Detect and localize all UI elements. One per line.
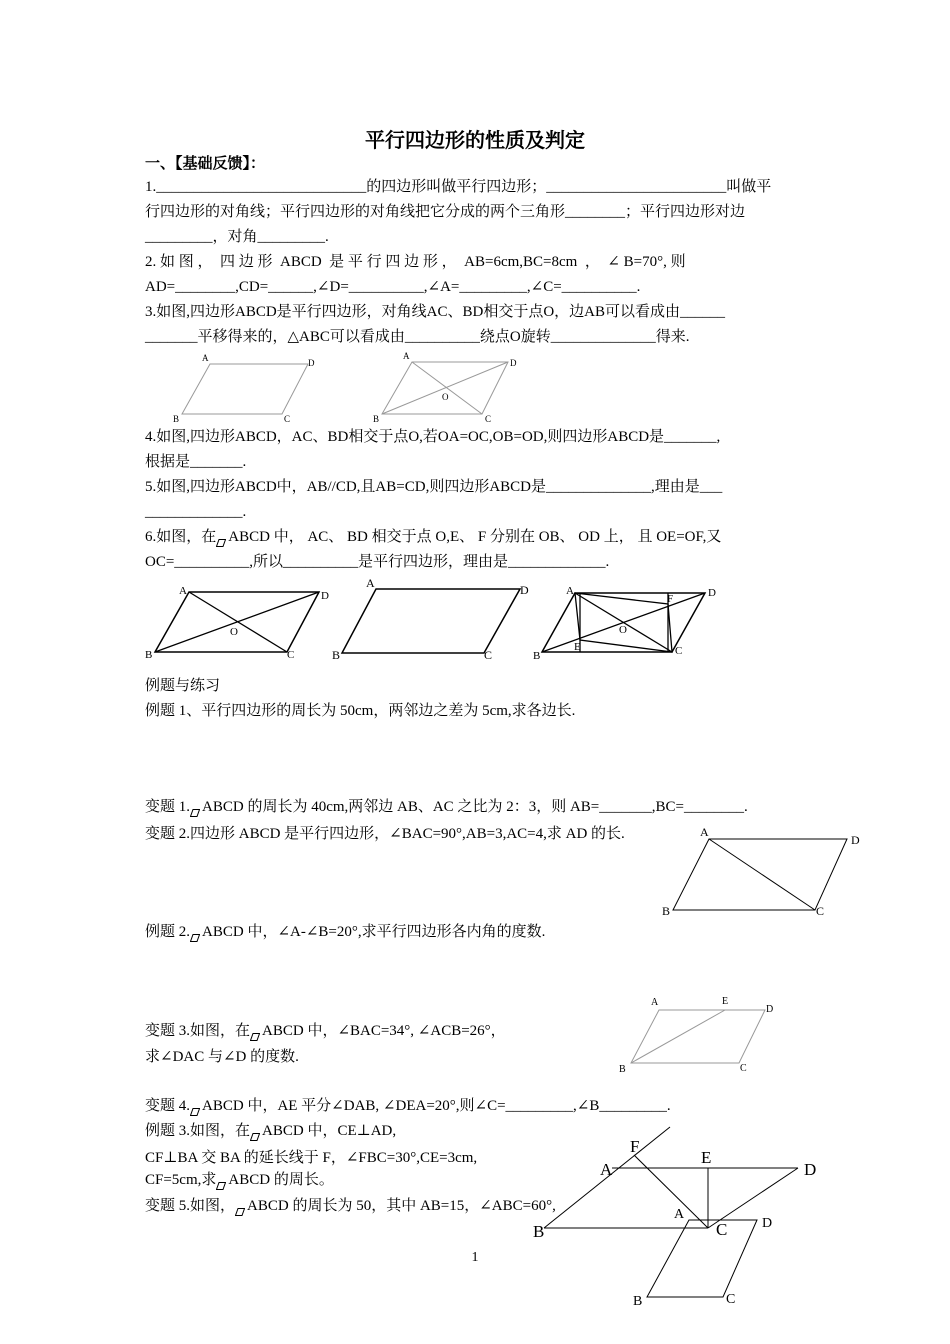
example1: 例题 1、平行四边形的周长为 50cm，两邻边之差为 5cm,求各边长.	[145, 703, 576, 719]
label-A: A	[674, 1207, 685, 1222]
q3-line1: 3.如图,四边形ABCD是平行四边形，对角线AC、BD相交于点O，边AB可以看成由______	[145, 304, 726, 320]
parallelogram-symbol-icon	[216, 539, 226, 547]
label-C: C	[284, 414, 291, 424]
label-A: A	[651, 997, 659, 1008]
label-B: B	[619, 1064, 626, 1075]
parallelogram-symbol-icon	[235, 1208, 245, 1216]
label-D: D	[708, 587, 716, 599]
label-A: A	[202, 353, 209, 363]
label-C: C	[484, 648, 493, 662]
label-F: F	[667, 593, 674, 605]
parallelogram-symbol-icon	[190, 1108, 200, 1116]
label-B: B	[173, 414, 180, 424]
q4-line2: 根据是_______.	[145, 454, 247, 470]
q5-line2: _____________.	[145, 504, 247, 520]
example3-line3: CF=5cm,求 ABCD 的周长。	[145, 1172, 334, 1188]
variant3-line2: 求∠DAC 与∠D 的度数.	[145, 1049, 299, 1065]
parallelogram-symbol-icon	[250, 1033, 260, 1041]
parallelogram-symbol-icon	[190, 934, 200, 942]
section-heading: 一、【基础反馈】：	[145, 154, 266, 172]
label-C: C	[726, 1292, 736, 1307]
variant1: 变题 1. ABCD 的周长为 40cm,两邻边 AB、AC 之比为 2：3，则 AB=_______,BC=________.	[145, 799, 748, 815]
q6-line2: OC=__________,所以__________是平行四边形，理由是_____________.	[145, 554, 610, 570]
label-D: D	[766, 1004, 774, 1015]
q6-text: ABCD 中， AC、 BD 相交于点 O,E、 F 分别在 OB、 OD 上， 且 OE=OF,又	[228, 529, 722, 545]
page-number: 1	[471, 1250, 479, 1265]
example2: 例题 2. ABCD 中，∠A-∠B=20°,求平行四边形各内角的度数.	[145, 924, 546, 940]
label-C: C	[485, 414, 492, 424]
label-C: C	[287, 649, 295, 661]
label-A: A	[403, 351, 410, 361]
label-C: C	[816, 904, 825, 918]
label-B: B	[533, 650, 541, 662]
label-D: D	[510, 358, 517, 368]
label-B: B	[662, 904, 671, 918]
label-C: C	[716, 1220, 728, 1239]
label-D: D	[762, 1216, 773, 1231]
q5-figure	[330, 575, 530, 660]
label-A: A	[600, 1160, 613, 1179]
parallelogram-symbol-icon	[216, 1182, 226, 1190]
variant2-figure	[655, 822, 865, 922]
label-E: E	[574, 641, 581, 653]
variant2: 变题 2.四边形 ABCD 是平行四边形，∠BAC=90°,AB=3,AC=4,求 AD 的长.	[145, 826, 625, 842]
label-B: B	[533, 1222, 545, 1241]
label-O: O	[619, 624, 627, 636]
label-D: D	[520, 583, 529, 597]
variant3-line1: 变题 3.如图，在 ABCD 中，∠BAC=34°, ∠ACB=26°，	[145, 1023, 506, 1039]
label-A: A	[566, 585, 574, 597]
label-O: O	[230, 626, 238, 638]
q5-line1: 5.如图,四边形ABCD中，AB//CD,且AB=CD,则四边形ABCD是______________,理由是___	[145, 479, 723, 495]
q2-line1: 2. 如 图 ， 四 边 形 ABCD 是 平 行 四 边 形 ， AB=6cm,BC=8cm ， ∠ B=70°, 则	[145, 254, 686, 270]
label-E: E	[701, 1148, 712, 1167]
q3-figure-parallelogram	[170, 352, 330, 422]
q3-figure-diagonals	[370, 352, 530, 422]
q4-figure	[145, 580, 335, 660]
q1-line1: 1.____________________________的四边形叫做平行四边形；________________________叫做平	[145, 179, 772, 195]
examples-heading: 例题与练习	[145, 678, 221, 694]
variant4: 变题 4. ABCD 中，AE 平分∠DAB, ∠DEA=20°,则∠C=_________,∠B_________.	[145, 1098, 671, 1114]
q2-line2: AD=________,CD=______,∠D=__________,∠A=_________,∠C=__________.	[145, 279, 641, 295]
label-D: D	[308, 358, 315, 368]
label-B: B	[633, 1294, 643, 1309]
label-A: A	[366, 576, 375, 590]
label-B: B	[332, 648, 341, 662]
variant5: 变题 5.如图， ABCD 的周长为 50，其中 AB=15，∠ABC=60°,	[145, 1198, 556, 1214]
label-B: B	[373, 414, 380, 424]
label-D: D	[321, 590, 329, 602]
label-E: E	[722, 996, 729, 1007]
q6-figure	[530, 582, 720, 664]
label-A: A	[179, 585, 187, 597]
label-A: A	[700, 825, 709, 839]
q1-line2: 行四边形的对角线；平行四边形的对角线把它分成的两个三角形________；平行四边形对边	[145, 204, 746, 220]
q6-prefix: 6.如图，在	[145, 529, 217, 545]
parallelogram-symbol-icon	[190, 809, 200, 817]
label-C: C	[675, 645, 683, 657]
variant3-figure	[615, 993, 785, 1075]
parallelogram-symbol-icon	[250, 1133, 260, 1141]
q4-line1: 4.如图,四边形ABCD，AC、BD相交于点O,若OA=OC,OB=OD,则四边形ABCD是_______,	[145, 429, 721, 445]
label-D: D	[851, 833, 860, 847]
label-F: F	[630, 1137, 640, 1156]
q6-line1	[145, 527, 721, 547]
label-O: O	[442, 392, 449, 402]
example3-line1: 例题 3.如图，在 ABCD 中，CE⊥AD,	[145, 1123, 397, 1139]
label-D: D	[804, 1160, 817, 1179]
label-C: C	[740, 1063, 747, 1074]
example3-line2: CF⊥BA 交 BA 的延长线于 F，∠FBC=30°,CE=3cm,	[145, 1150, 478, 1166]
q3-line2: _______平移得来的，△ABC可以看成由__________绕点O旋转______________得来.	[145, 329, 690, 345]
label-B: B	[145, 649, 153, 661]
q1-line3: _________，对角_________.	[145, 229, 329, 245]
page-title: 平行四边形的性质及判定	[365, 128, 585, 152]
